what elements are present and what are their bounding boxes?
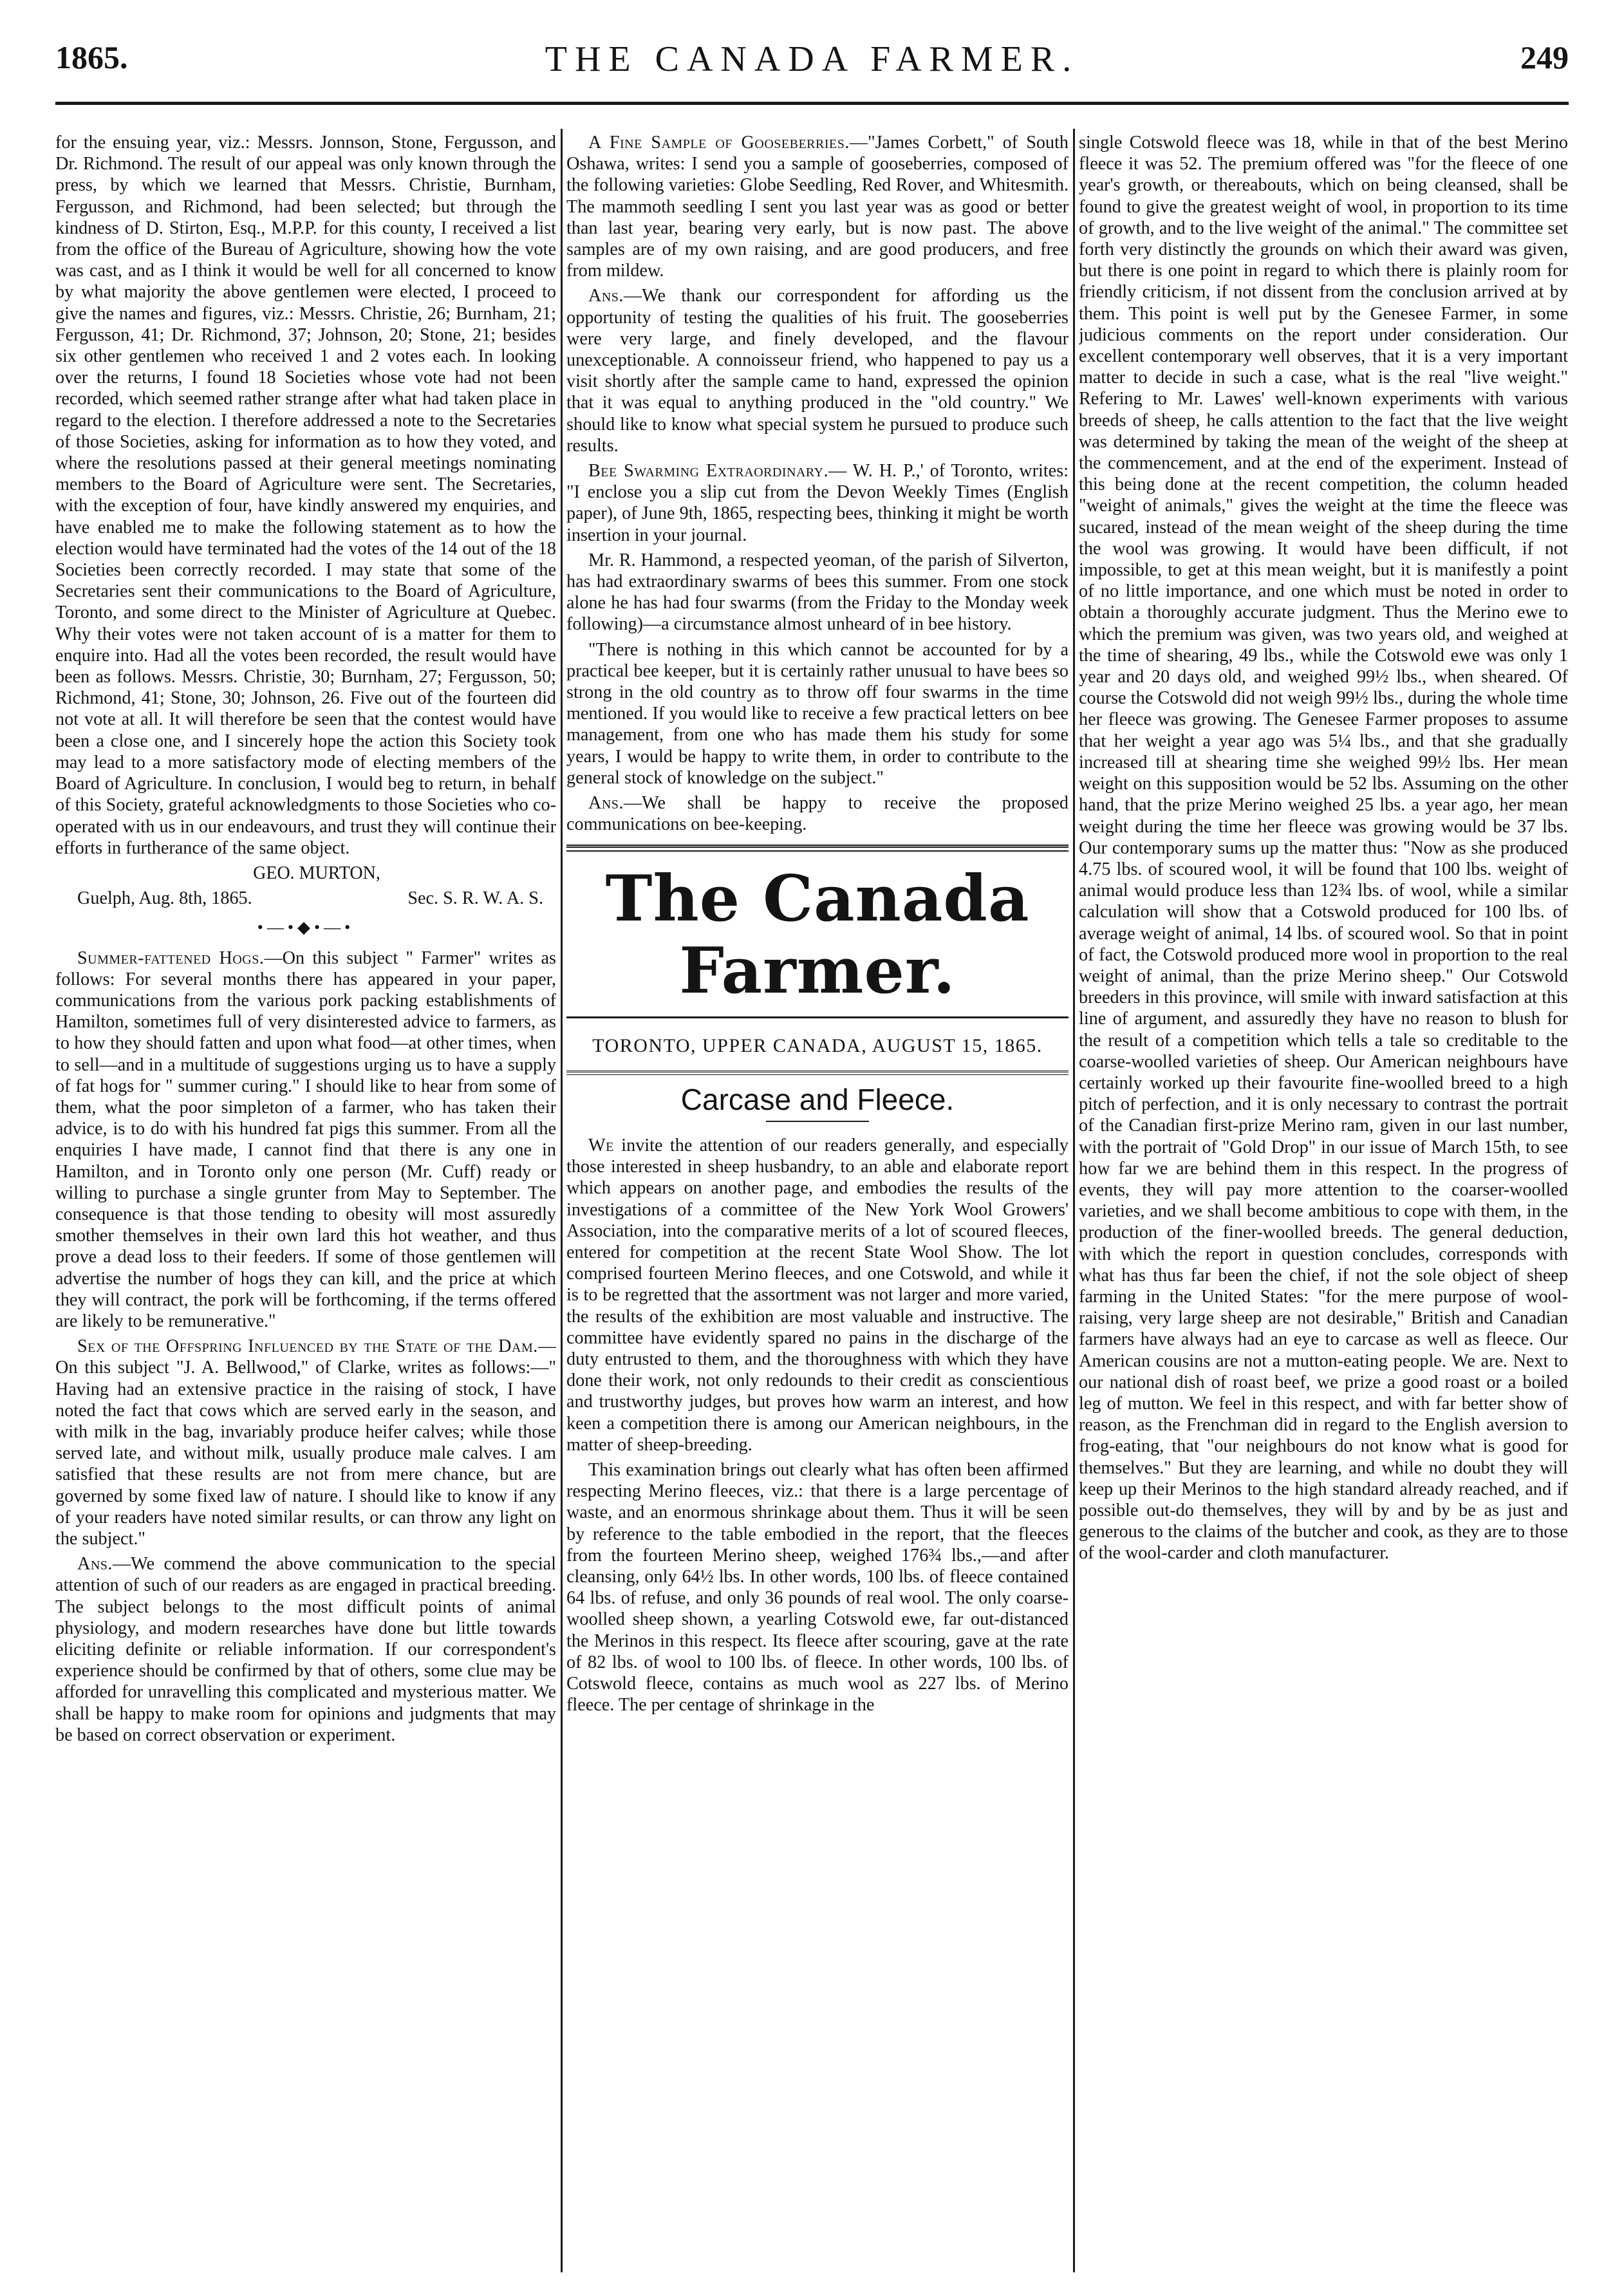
editorial-paragraph	[566, 1135, 1069, 1455]
article-summer-hogs	[55, 948, 556, 1333]
article-bee-swarming	[566, 460, 1069, 546]
signature-name: GEO. MURTON,	[253, 863, 380, 883]
header-rule	[55, 102, 1569, 105]
editorial-continuation: single Cotswold fleece was 18, while in that of the best Merino fleece it was 52. The premium offered was "for the fleece of one year's growth, or thereabouts, which on being cleansed, shall be found to give the greatest weight of wool, in proportion to its time of growth, and to the live weight of the animal." The committee set forth very distinctly the grounds on which their award was given, but there is one point in regard to which there is plainly room for friendly criticism, if not dissent from the conclusion arrived at by them. This point is well put by the Genesee Farmer, in some judicious comments on the report under consideration. Our excellent contemporary well observes, that it is a very important matter to decide in such a case, what is the real "live weight." Refering to Mr. Lawes' well-known experiments with various breeds of sheep, he calls attention to the fact that the live weight was determined by taking the mean of the weight of the sheep at the commencement, and at the end of the experiment. Instead of this being done at the recent competition, the column headed "weight of animals," gives the weight at the time the fleece was sucared, instead of the mean weight of the sheep during the time the wool was growing. It would have been difficult, if not impossible, to get at this mean weight, but it is manifestly a point of no little importance, and one which must be noted in order to obtain a thoroughly accurate judgment. Thus the Merino ewe to which the premium was given, was two years old, and weighed at the time of shearing, 49 lbs., while the Cotswold ewe was only 1 year and 20 days old, and weighed 99½ lbs., when sheared. Of course the Cotswold did not weigh 99½ lbs., during the whole time her fleece was growing. The Genesee Farmer proposes to assume that her weight a year ago was 5¼ lbs., and that she gradually increased till at shearing time she weighed 99½ lbs. Her mean weight on this supposition would be 52 lbs. Assuming on the other hand, that the prize Merino weighed 25 lbs. a year ago, her mean weight during the time her fleece was growing would be 37 lbs. Our contemporary sums up the matter thus: "Now as she produced 4.75 lbs. of scoured wool, it will be found that 100 lbs. weight of animal would produce less than 12¾ lbs. of wool, while a similar calculation will show that a Cotswold produced for 100 lbs. of average weight of animal, 14 lbs. of scoured wool. So that in point of fact, the Cotswold produced more wool in proportion to the real weight of animal, than the prize Merino sheep." Our Cotswold breeders in this province, will smile with inward satisfaction at this line of argument, and assuredly they have no reason to blush for the result of a competition which tells a tale so creditable to the coarse-woolled varieties of sheep. Our American neighbours have certainly worked up their favourite fine-woolled breed to a high pitch of perfection, and it is only necessary to contrast the portrait of the Canadian first-prize Merino ram, given in our last number, with the portrait of "Gold Drop" in our issue of March 15th, to see how far we are behind them in this respect. In the progress of events, they will pay more attention to the coarser-woolled varieties, and we shall become ambitious to cope with them, in the production of the finer-woolled breeds. The general deduction, with which the report in question concludes, corresponds with what has thus far been the chief, if not the sole object of sheep farming in the United States: "for the mere purpose of wool-raising, very large sheep are not desirable," British and Canadian farmers have always had an eye to carcase as well as fleece. Our American cousins are not a mutton-eating people. We are. Next to our national dish of roast beef, we prize a good roast or a boiled leg of mutton. We feel in this respect, and with far better show of reason, as the Frenchman did in regard to the English aversion to frog-eating, that "our neighbours do not know what is good for themselves." But they are learning, and while no doubt they will keep up their Merinos to the high standard already reached, and if possible out-do themselves, they will by and by be as just and generous to the claims of the butcher and cook, as they are to those of the wool-carder and cloth manufacturer.	[1079, 133, 1568, 1564]
article-heading: Ans.	[588, 793, 624, 814]
masthead-rule	[566, 1016, 1069, 1018]
article-paragraph: "There is nothing in this which cannot be accounted for by a practical bee keeper, but it is certainly rather unusual to have bees so strong in the old country as to throw off four swarms in the time mentioned. If you would like to receive a few practical letters on bee management, from one who has made them his study for some years, I would be happy to write them, in order to contribute to the general stock of knowledge on the subject."	[566, 639, 1069, 788]
article-offspring	[55, 1336, 556, 1549]
article-heading: Summer-fattened Hogs.	[77, 948, 265, 968]
article-body: —On this subject "J. A. Bellwood," of Clarke, writes as follows:—" Having had an extensive practice in the raising of stock, I have noted the fact that cows which are served early in the season, and with milk in the bag, invariably produce heifer calves; while those served late, and without milk, usually produce male calves. I am satisfied that these results are not from mere chance, but are governed by some fixed law of nature. I should like to know if any of your readers have noted similar results, or can throw any light on the subject."	[55, 1336, 556, 1549]
page-number: 249	[1520, 39, 1569, 75]
article-answer	[55, 1553, 556, 1746]
section-ornament: •—•◆•—•	[257, 918, 355, 937]
election-letter: for the ensuing year, viz.: Messrs. Jonnson, Stone, Fergusson, and Dr. Richmond. The result of our appeal was only known through the press, by which we learned that Messrs. Christie, Burnham, Fergusson, and Richmond, had been selected; but through the kindness of D. Stirton, Esq., M.P.P. for this county, I received a list from the office of the Bureau of Agriculture, showing how the vote was cast, and as I think it would be well for all concerned to know by what majority the above gentlemen were elected, I proceed to give the names and figures, viz.: Messrs. Christie, 26; Burnham, 21; Fergusson, 41; Dr. Richmond, 37; Johnson, 20; Stone, 21; besides six other gentlemen who received 1 and 2 votes each. In looking over the returns, I found 18 Societies whose vote had not been recorded, which seemed rather strange after what had taken place in regard to the election. I therefore addressed a note to the Secretaries of those Societies, asking for information as to how they voted, and where the resolutions passed at their general meetings nominating members to the Board of Agriculture were sent. The Secretaries, with the exception of four, have kindly answered my enquiries, and have enabled me to make the following statement as to how the election would have terminated had the votes of the 14 out of the 18 Societies been correctly recorded. I may state that some of the Secretaries sent their communications to the Board of Agriculture, Toronto, and some direct to the Minister of Agriculture at Quebec. Why their votes were not taken account of is a matter for them to enquire into. Had all the votes been recorded, the result would have been as follows. Messrs. Christie, 30; Burnham, 27; Fergusson, 50; Richmond, 41; Stone, 30; Johnson, 26. Five out of the fourteen did not vote at all. It will therefore be seen that the contest would have been a close one, and I sincerely hope the action this Society took may lead to a more satisfactory mode of electing members of the Board of Agriculture. In conclusion, I would beg to return, in behalf of this Society, grateful acknowledgments to those Societies who co-operated with us in our endeavours, and trust they will continue their efforts in furtherance of the same object.	[55, 133, 556, 858]
article-heading: Sex of the Offspring Influenced by the State of the Dam.	[77, 1336, 538, 1357]
article-body: —"James Corbett," of South Oshawa, writes: I send you a sample of gooseberries, composed of the following varieties: Globe Seedling, Red Rover, and Whitesmith. The mammoth seedling I sent you last year was as good or better than last year, bearing very early, but is now past. The above samples are of my own raising, and are good producers, and free from mildew.	[566, 133, 1069, 281]
running-title: THE CANADA FARMER.	[545, 39, 1079, 79]
signature-title: Sec. S. R. W. A. S.	[407, 888, 543, 909]
article-paragraph: Mr. R. Hammond, a respected yeoman, of the parish of Silverton, has had extraordinary swarms of bees this summer. From one stock alone he has had four swarms (from the Friday to the Monday week following)—a circumstance almost unheard of in bee history.	[566, 550, 1069, 635]
article-body: —We shall be happy to receive the proposed communications on bee-keeping.	[566, 793, 1069, 835]
article-gooseberries	[566, 132, 1069, 281]
masthead: The Canada Farmer.	[605, 861, 1030, 1008]
column-2	[566, 132, 1069, 2269]
column-divider	[1073, 129, 1075, 2272]
title-rule	[766, 1121, 869, 1122]
drop-word: We	[588, 1135, 614, 1155]
issue-year: 1865.	[55, 39, 128, 75]
column-3	[1079, 132, 1568, 2269]
dateline: TORONTO, UPPER CANADA, AUGUST 15, 1865.	[592, 1034, 1043, 1056]
column-divider	[561, 129, 563, 2272]
editorial-title: Carcase and Fleece.	[680, 1082, 955, 1116]
article-heading: Ans.	[588, 286, 624, 306]
article-body: —We thank our correspondent for affording us the opportunity of testing the qualities of his fruit. The gooseberries were very large, and finely developed, and the flavour unexceptionable. A connoisseur friend, who happened to pay us a visit shortly after the sample came to hand, expressed the opinion that it was equal to anything produced in the "old country." We should like to know what special system he pursued to produce such results.	[566, 286, 1069, 456]
article-body: —On this subject " Farmer" writes as follows: For several months there has appeared in your paper, communications from the various pork packing establishments of Hamilton, sometimes full of very disinterested advice to farmers, as to how they should fatten and upon what food—at other times, when to sell—and in a multitude of suggestions urging us to have a supply of fat hogs for " summer curing." I should like to hear from some of them, what the poor simpleton of a farmer, who has taken their advice, is to do with his hundred fat pigs this summer. From all the enquiries I have made, I cannot find that there is any one in Hamilton, and in Toronto only one person (Mr. Cuff) ready or willing to purchase a single grunter from May to September. The consequence is that those tending to obesity will most assuredly smother themselves in their own lard this hot weather, and thus prove a dead loss to their feeders. If some of those gentlemen will advertise the number of hogs they can kill, and the price at which they will contract, the pork will be forthcoming, if the terms offered are likely to be remunerative."	[55, 948, 556, 1331]
signature-place: Guelph, Aug. 8th, 1865.	[77, 888, 252, 909]
masthead-rule	[566, 845, 1069, 852]
article-answer	[566, 285, 1069, 456]
article-heading: Ans.	[77, 1554, 113, 1575]
editorial-paragraph: This examination brings out clearly what has often been affirmed respecting Merino fleeces, viz.: that there is a large percentage of waste, and an enormous shrinkage about them. Thus it will be seen by reference to the table embodied in the report, that the fleeces from the fourteen Merino sheep, weighed 176¾ lbs.,—and after cleansing, only 64½ lbs. In other words, 100 lbs. of fleece contained 64 lbs. of refuse, and only 36 pounds of real wool. The only coarse-woolled sheep shown, a yearling Cotswold ewe, far out-distanced the Merinos in this respect. Its fleece after scouring, gave at the rate of 82 lbs. of wool to 100 lbs. of fleece. In other words, 100 lbs. of Cotswold fleece, contains as much wool as 227 lbs. of Merino fleece. The per centage of shrinkage in the	[566, 1459, 1069, 1716]
running-head	[55, 39, 1569, 103]
article-answer	[566, 792, 1069, 835]
article-body: —We commend the above communication to the special attention of such of our readers as are engaged in practical breeding. The subject belongs to the most difficult points of animal physiology, and modern researches have done but little towards eliciting definite or reliable information. If our correspondent's experience should be confirmed by that of others, some clue may be afforded for unravelling this complicated and mysterious matter. We shall be happy to make room for opinions and judgments that may be based on correct observation or experiment.	[55, 1554, 556, 1745]
article-heading: A Fine Sample of Gooseberries.	[588, 133, 850, 153]
dateline-rule	[566, 1071, 1069, 1075]
signature-line	[55, 888, 556, 909]
article-body: invite the attention of our readers generally, and especially those interested in sheep husbandry, to an able and elaborate report which appears on another page, and embodies the results of the investigations of a committee of the New York Wool Growers' Association, into the comparative merits of a lot of scoured fleeces, entered for competition at the recent State Wool Show. The lot comprised fourteen Merino fleeces, and one Cotswold, and while it is to be regretted that the assortment was not larger and more varied, the results of the exhibition are most valuable and instructive. The committee have evidently spared no pains in the discharge of the duty entrusted to them, and the thoroughness with which they have done their work, not only redounds to their credit as conscientious and trustworthy judges, but proves how warm an interest, and how keen a competition there is among our American neighbours, in the matter of sheep-breeding.	[566, 1135, 1069, 1455]
article-heading: Bee Swarming Extraordinary.	[588, 461, 829, 482]
article-body: — W. H. P.,' of Toronto, writes: "I enclose you a slip cut from the Devon Weekly Times (English paper), of June 9th, 1865, respecting bees, thinking it might be worth insertion in your journal.	[566, 461, 1069, 545]
column-1	[55, 132, 556, 2269]
